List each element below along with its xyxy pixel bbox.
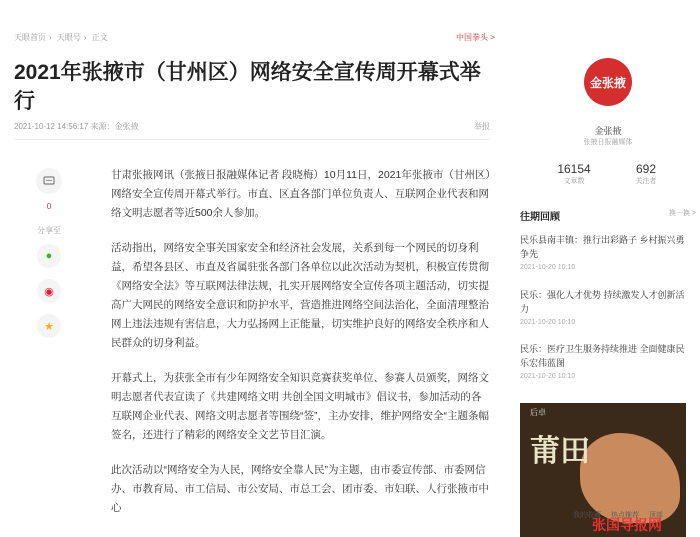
paragraph: 甘肃张掖网讯（张掖日报融媒体记者 段晓梅）10月11日，2021年张掖市（甘州区）网络安全宣传周开幕式举行。市直、区直各部门单位负责人、互联网企业代表和网络文明志愿者等近500余人参加。 (111, 169, 491, 219)
article-body (111, 166, 491, 534)
stat-followers (616, 162, 676, 186)
refresh-link[interactable]: 换一换 > (668, 210, 696, 217)
breadcrumb: 天眼首页 › 天眼号 › 正文 (14, 33, 108, 42)
stat-label: 文章数 (563, 178, 585, 185)
wechat-icon[interactable]: ● (37, 244, 61, 268)
review-item-date: 2021-10-20 10:10 (520, 319, 576, 326)
account-logo[interactable] (584, 58, 632, 106)
stat-value: 692 (635, 162, 657, 176)
favorites-button[interactable]: 我的收藏 (573, 512, 601, 519)
paragraph: 此次活动以“网络安全为人民，网络安全靠人民”为主题，由市委宣传部、市委网信办、市教育局、市工信局、市公安局、市总工会、团市委、市妇联、人行张掖市中心 (111, 464, 489, 514)
breadcrumb-current: 正文 (91, 33, 108, 42)
review-item[interactable] (520, 342, 690, 380)
review-item-title[interactable]: 民乐：强化人才优势 持续激发人才创新活力 (520, 290, 685, 314)
article-meta (14, 121, 490, 132)
weibo-icon[interactable]: ◉ (37, 279, 61, 303)
ad-text: 莆田 (530, 435, 590, 468)
account-desc: 张掖日报融媒体 (583, 139, 633, 146)
review-title: 往期回顾 (520, 212, 560, 223)
review-item[interactable] (520, 288, 690, 326)
account-name[interactable]: 金张掖 (594, 126, 622, 136)
share-label: 分享至 (37, 226, 61, 235)
stat-label: 关注者 (635, 178, 657, 185)
ad-tag: 后卓 (530, 408, 546, 417)
breadcrumb-home[interactable]: 天眼首页 (14, 33, 46, 42)
report-link[interactable]: 中国拳头 > (456, 33, 495, 42)
bottom-bar (565, 510, 663, 520)
review-item-date: 2021-10-20 10:10 (520, 373, 576, 380)
review-item-title[interactable]: 民乐县南丰镇：推行出彩路子 乡村振兴勇争先 (520, 235, 685, 259)
review-item[interactable] (520, 233, 690, 271)
watermark: 张国导报网 (592, 517, 662, 533)
article-title: 2021年张掖市（甘州区）网络安全宣传周开幕式举行 (14, 61, 481, 113)
paragraph: 开幕式上，为获张全市有少年网络安全知识竞赛获奖单位、参赛人员颁奖，网络文明志愿者代表宣读了《共建网络文明 共创全国文明城市》倡议书，参加活动的各互联网企业代表、网络文明志愿者等围绕“签”，主办安排，维护网络安全“主题条幅签名，还进行了精彩的网络安全文艺节目汇演。 (111, 372, 489, 441)
review-item-title[interactable]: 民乐：医疗卫生服务持续推进 全面健康民乐宏伟蓝图 (520, 344, 685, 368)
review-item-date: 2021-10-20 10:10 (520, 264, 576, 271)
stat-value: 16154 (557, 162, 591, 176)
divider (14, 139, 490, 140)
breadcrumb-channel[interactable]: 天眼号 (56, 33, 81, 42)
logo-text: 金张掖 (589, 75, 626, 90)
report-button[interactable]: 举报 (474, 122, 490, 131)
review-header (520, 208, 696, 223)
hot-recommend-button[interactable]: 热点推荐 (610, 512, 639, 519)
back-to-top-button[interactable]: 顶部 (648, 512, 663, 519)
star-icon[interactable]: ★ (37, 314, 61, 338)
comment-count: 0 (46, 202, 52, 211)
article-tools (34, 168, 64, 349)
stat-articles (544, 162, 604, 186)
comment-icon[interactable] (36, 168, 62, 194)
paragraph: 活动指出，网络安全事关国家安全和经济社会发展，关系到每一个网民的切身利益，希望各县区、市直及省属驻张各部门各单位以此次活动为契机，积极宣传贯彻《网络安全法》等互联网法律法规，扎实开展网络安全宣传各项主题活动，切实提高广大网民的网络安全意识和防护水平，营造推进网络空间法治化，全面清理整治网上违法违规有害信息，大力弘扬网上正能量，切实维护良好的网络安全秩序和人民群众的切身利益。 (111, 242, 489, 349)
publish-info: 2021-10-12 14:56:17 来源：金张掖 (14, 122, 139, 131)
